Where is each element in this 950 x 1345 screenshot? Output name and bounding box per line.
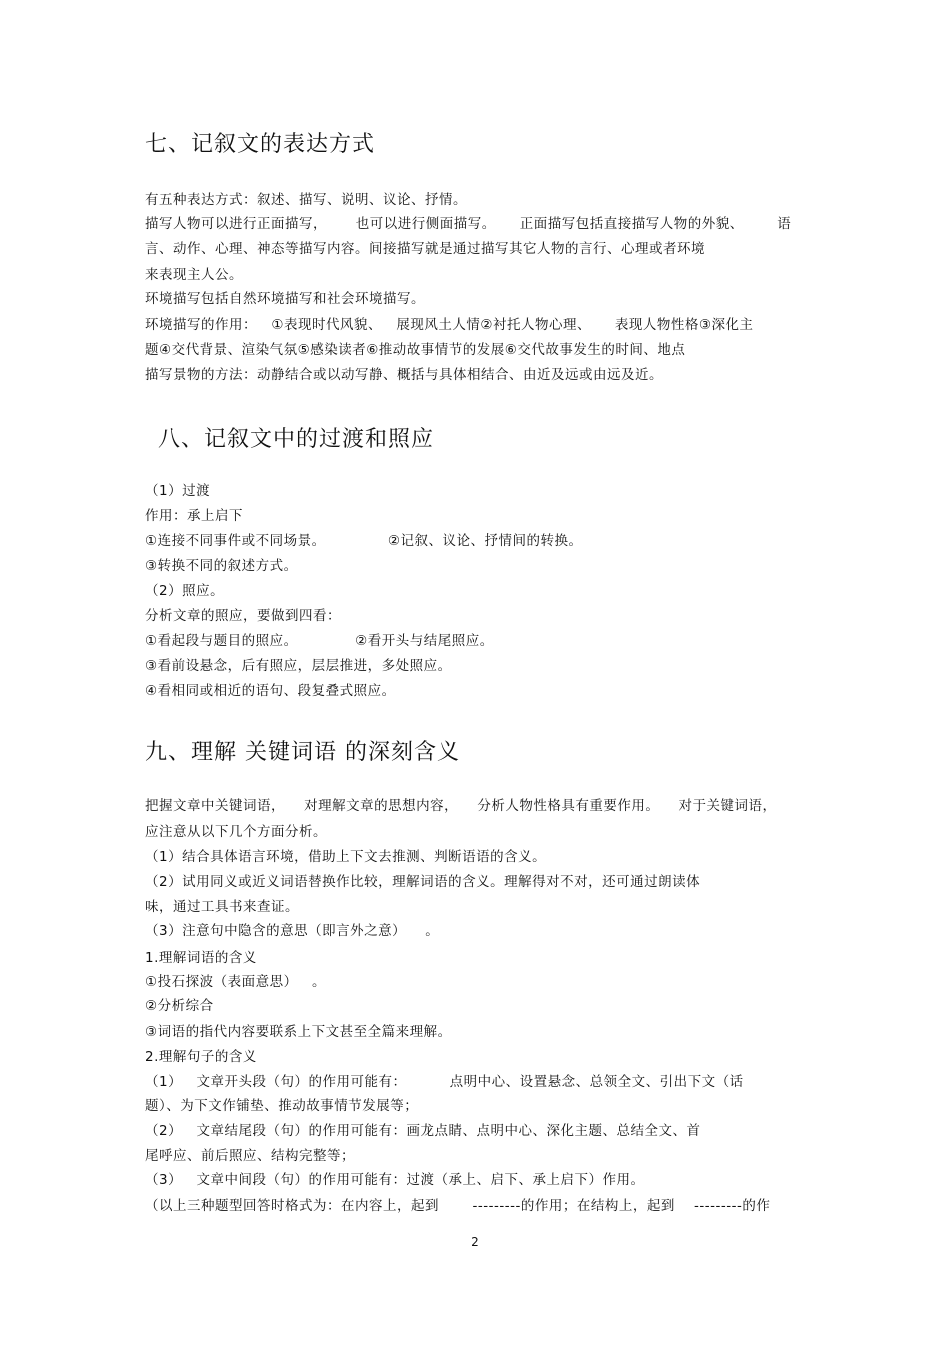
paragraph-line: 味，通过工具书来查证。 (145, 899, 299, 915)
paragraph-line: 环境描写包括自然环境描写和社会环境描写。 (145, 291, 425, 307)
paragraph-line: ①连接不同事件或不同场景。 ②记叙、议论、抒情间的转换。 (145, 533, 583, 549)
paragraph-line: 分析文章的照应，要做到四看： (145, 608, 341, 624)
paragraph-line: （1）过渡 (145, 483, 211, 499)
paragraph-line: ①投石探波（表面意思） 。 (145, 974, 326, 990)
section-heading-7: 七、记叙文的表达方式 (145, 132, 376, 157)
paragraph-line: 2.理解句子的含义 (145, 1049, 257, 1065)
paragraph-line: 尾呼应、前后照应、结构完整等； (145, 1148, 355, 1164)
paragraph-line: 环境描写的作用： ①表现时代风貌、 展现风土人情②衬托人物心理、 表现人物性格③深化主 (145, 317, 754, 333)
paragraph-line: 1.理解词语的含义 (145, 950, 257, 966)
paragraph-line: （3）注意句中隐含的意思（即言外之意） 。 (145, 923, 440, 939)
paragraph-line: （1）结合具体语言环境，借助上下文去推测、判断语语的含义。 (145, 849, 547, 865)
paragraph-line: （2）试用同义或近义词语替换作比较，理解词语的含义。理解得对不对，还可通过朗读体 (145, 874, 701, 890)
paragraph-line: （2）照应。 (145, 583, 225, 599)
paragraph-line: 题④交代背景、渲染气氛⑤感染读者⑥推动故事情节的发展⑥交代故事发生的时间、地点 (145, 342, 686, 358)
paragraph-line: ②分析综合 (145, 998, 214, 1014)
paragraph-line: 题）、为下文作铺垫、推动故事情节发展等； (145, 1098, 419, 1114)
page-number: 2 (471, 1235, 479, 1249)
section-heading-8: 八、记叙文中的过渡和照应 (158, 427, 435, 452)
paragraph-line: ③看前设悬念，后有照应，层层推进，多处照应。 (145, 658, 452, 674)
paragraph-line: （1） 文章开头段（句）的作用可能有： 点明中心、设置悬念、总领全文、引出下文（话 (145, 1074, 744, 1090)
paragraph-line: 应注意从以下几个方面分析。 (145, 824, 327, 840)
paragraph-line: 有五种表达方式：叙述、描写、说明、议论、抒情。 (145, 192, 467, 208)
paragraph-line: 作用：承上启下 (145, 508, 243, 524)
section-heading-9: 九、理解 关键词语 的深刻含义 (145, 740, 460, 765)
paragraph-line: ③词语的指代内容要联系上下文甚至全篇来理解。 (145, 1024, 452, 1040)
paragraph-line: ③转换不同的叙述方式。 (145, 558, 298, 574)
paragraph-line: （3） 文章中间段（句）的作用可能有：过渡（承上、启下、承上启下）作用。 (145, 1172, 645, 1188)
paragraph-line: （以上三种题型回答时格式为：在内容上，起到 ---------的作用；在结构上，起到 ---------的作 (145, 1198, 771, 1214)
paragraph-line: ④看相同或相近的语句、段复叠式照应。 (145, 683, 396, 699)
paragraph-line: ①看起段与题目的照应。 ②看开头与结尾照应。 (145, 633, 494, 649)
paragraph-line: 来表现主人公。 (145, 267, 243, 283)
paragraph-line: 描写人物可以进行正面描写， 也可以进行侧面描写。 正面描写包括直接描写人物的外貌、 语 (145, 216, 792, 232)
paragraph-line: （2） 文章结尾段（句）的作用可能有：画龙点睛、点明中心、深化主题、总结全文、首 (145, 1123, 701, 1139)
paragraph-line: 把握文章中关键词语， 对理解文章的思想内容， 分析人物性格具有重要作用。 对于关键词语， (145, 798, 777, 814)
paragraph-line: 言、动作、心理、神态等描写内容。间接描写就是通过描写其它人物的言行、心理或者环境 (145, 241, 705, 257)
paragraph-line: 描写景物的方法：动静结合或以动写静、概括与具体相结合、由近及远或由远及近。 (145, 367, 663, 383)
